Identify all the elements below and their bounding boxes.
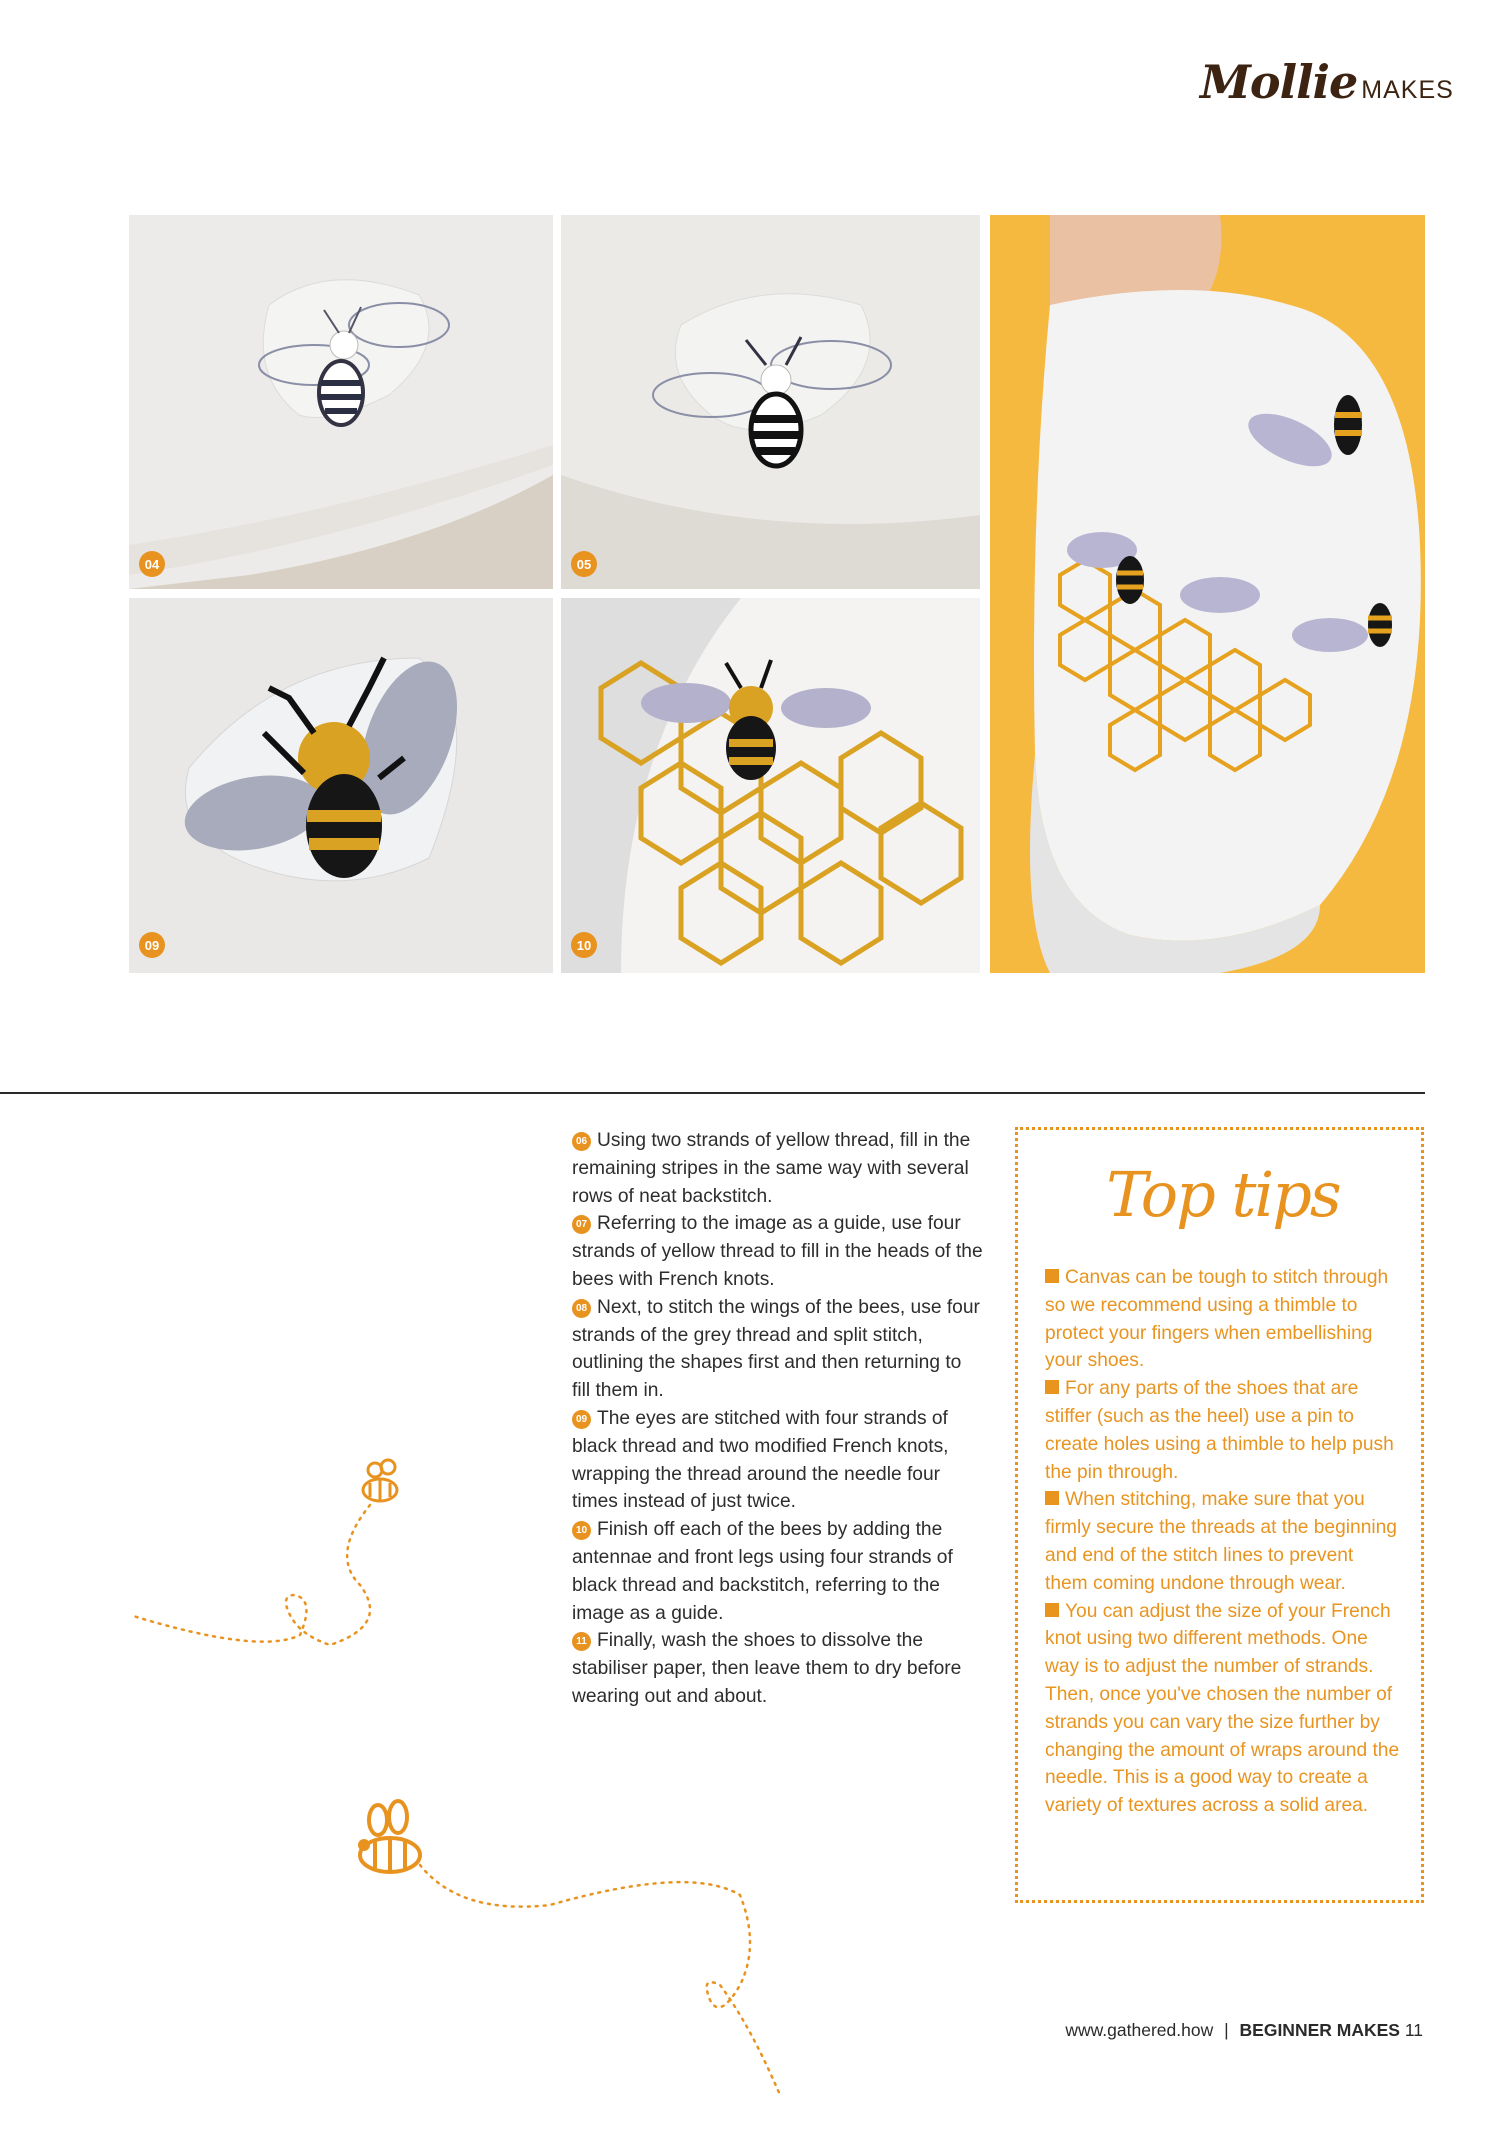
top-tips-box <box>1015 1127 1424 1903</box>
logo-script: Mollie <box>1200 55 1358 109</box>
bullet-square-icon <box>1045 1603 1059 1617</box>
photo-step-09 <box>129 598 553 973</box>
footer-url: www.gathered.how <box>1065 2020 1214 2040</box>
footer-separator: | <box>1224 2020 1229 2040</box>
step-badge: 10 <box>571 932 597 958</box>
tip-item <box>1045 1486 1401 1597</box>
step-number: 07 <box>572 1215 591 1234</box>
tip-item <box>1045 1264 1401 1375</box>
section-divider <box>0 1092 1425 1094</box>
photo-step-05 <box>561 215 980 589</box>
step-text: The eyes are stitched with four strands of black thread and two modified French knots, wrapping the thread around the needle four times instead of just twice. <box>572 1407 949 1513</box>
top-tips-list <box>1045 1264 1401 1820</box>
tip-item <box>1045 1375 1401 1486</box>
tip-text: You can adjust the size of your French knot using two different methods. One way is to adjust the number of strands. Then, once you've chosen the number of strands you can vary the size further by changing the amount of wraps around the needle. This is a good way to create a variety of textures across a solid area. <box>1045 1600 1400 1817</box>
bee-doodle-large <box>360 1801 420 1872</box>
photo-step-04 <box>129 215 553 589</box>
step-item <box>572 1627 984 1710</box>
bullet-square-icon <box>1045 1380 1059 1394</box>
footer-section: BEGINNER MAKES <box>1239 2020 1400 2040</box>
step-text: Using two strands of yellow thread, fill in the remaining stripes in the same way with several rows of neat backstitch. <box>572 1130 971 1207</box>
step-badge: 09 <box>139 932 165 958</box>
bee-doodle-small <box>363 1460 397 1501</box>
instruction-steps <box>572 1127 984 1711</box>
step-number: 10 <box>572 1521 591 1540</box>
step-number: 06 <box>572 1132 591 1151</box>
page-footer <box>1065 2020 1423 2041</box>
step-badge: 04 <box>139 551 165 577</box>
step-text: Finish off each of the bees by adding the antennae and front legs using four strands of black thread and backstitch, referring to the image as a guide. <box>572 1519 953 1624</box>
step-item <box>572 1405 984 1516</box>
photo-step-10 <box>561 598 980 973</box>
step-text: Finally, wash the shoes to dissolve the stabiliser paper, then leave them to dry before wearing out and about. <box>572 1630 962 1707</box>
step-number: 11 <box>572 1632 591 1651</box>
step-text: Referring to the image as a guide, use four strands of yellow thread to fill in the heads of the bees with French knots. <box>572 1213 983 1290</box>
step-text: Next, to stitch the wings of the bees, use four strands of the grey thread and split stitch, outlining the shapes first and then returning to fill them in. <box>572 1296 980 1402</box>
tip-text: Canvas can be tough to stitch through so we recommend using a thimble to protect your fingers when embellishing your shoes. <box>1045 1267 1389 1372</box>
step-number: 09 <box>572 1410 591 1429</box>
bullet-square-icon <box>1045 1491 1059 1505</box>
tip-text: When stitching, make sure that you firmly secure the threads at the beginning and end of the stitch lines to prevent them coming undone through wear. <box>1045 1489 1397 1594</box>
photo-finished-shoe <box>990 215 1425 973</box>
top-tips-title: Top tips <box>1106 1158 1340 1231</box>
step-item <box>572 1127 984 1210</box>
tip-item <box>1045 1598 1401 1820</box>
tip-text: For any parts of the shoes that are stiffer (such as the heel) use a pin to create holes using a thimble to help push the pin through. <box>1045 1378 1394 1483</box>
step-item <box>572 1516 984 1627</box>
step-item <box>572 1294 984 1405</box>
step-item <box>572 1210 984 1293</box>
page-number: 11 <box>1404 2020 1423 2040</box>
bullet-square-icon <box>1045 1269 1059 1283</box>
logo-makes: MAKES <box>1361 76 1454 104</box>
step-badge: 05 <box>571 551 597 577</box>
step-number: 08 <box>572 1299 591 1318</box>
magazine-logo <box>1200 55 1454 109</box>
